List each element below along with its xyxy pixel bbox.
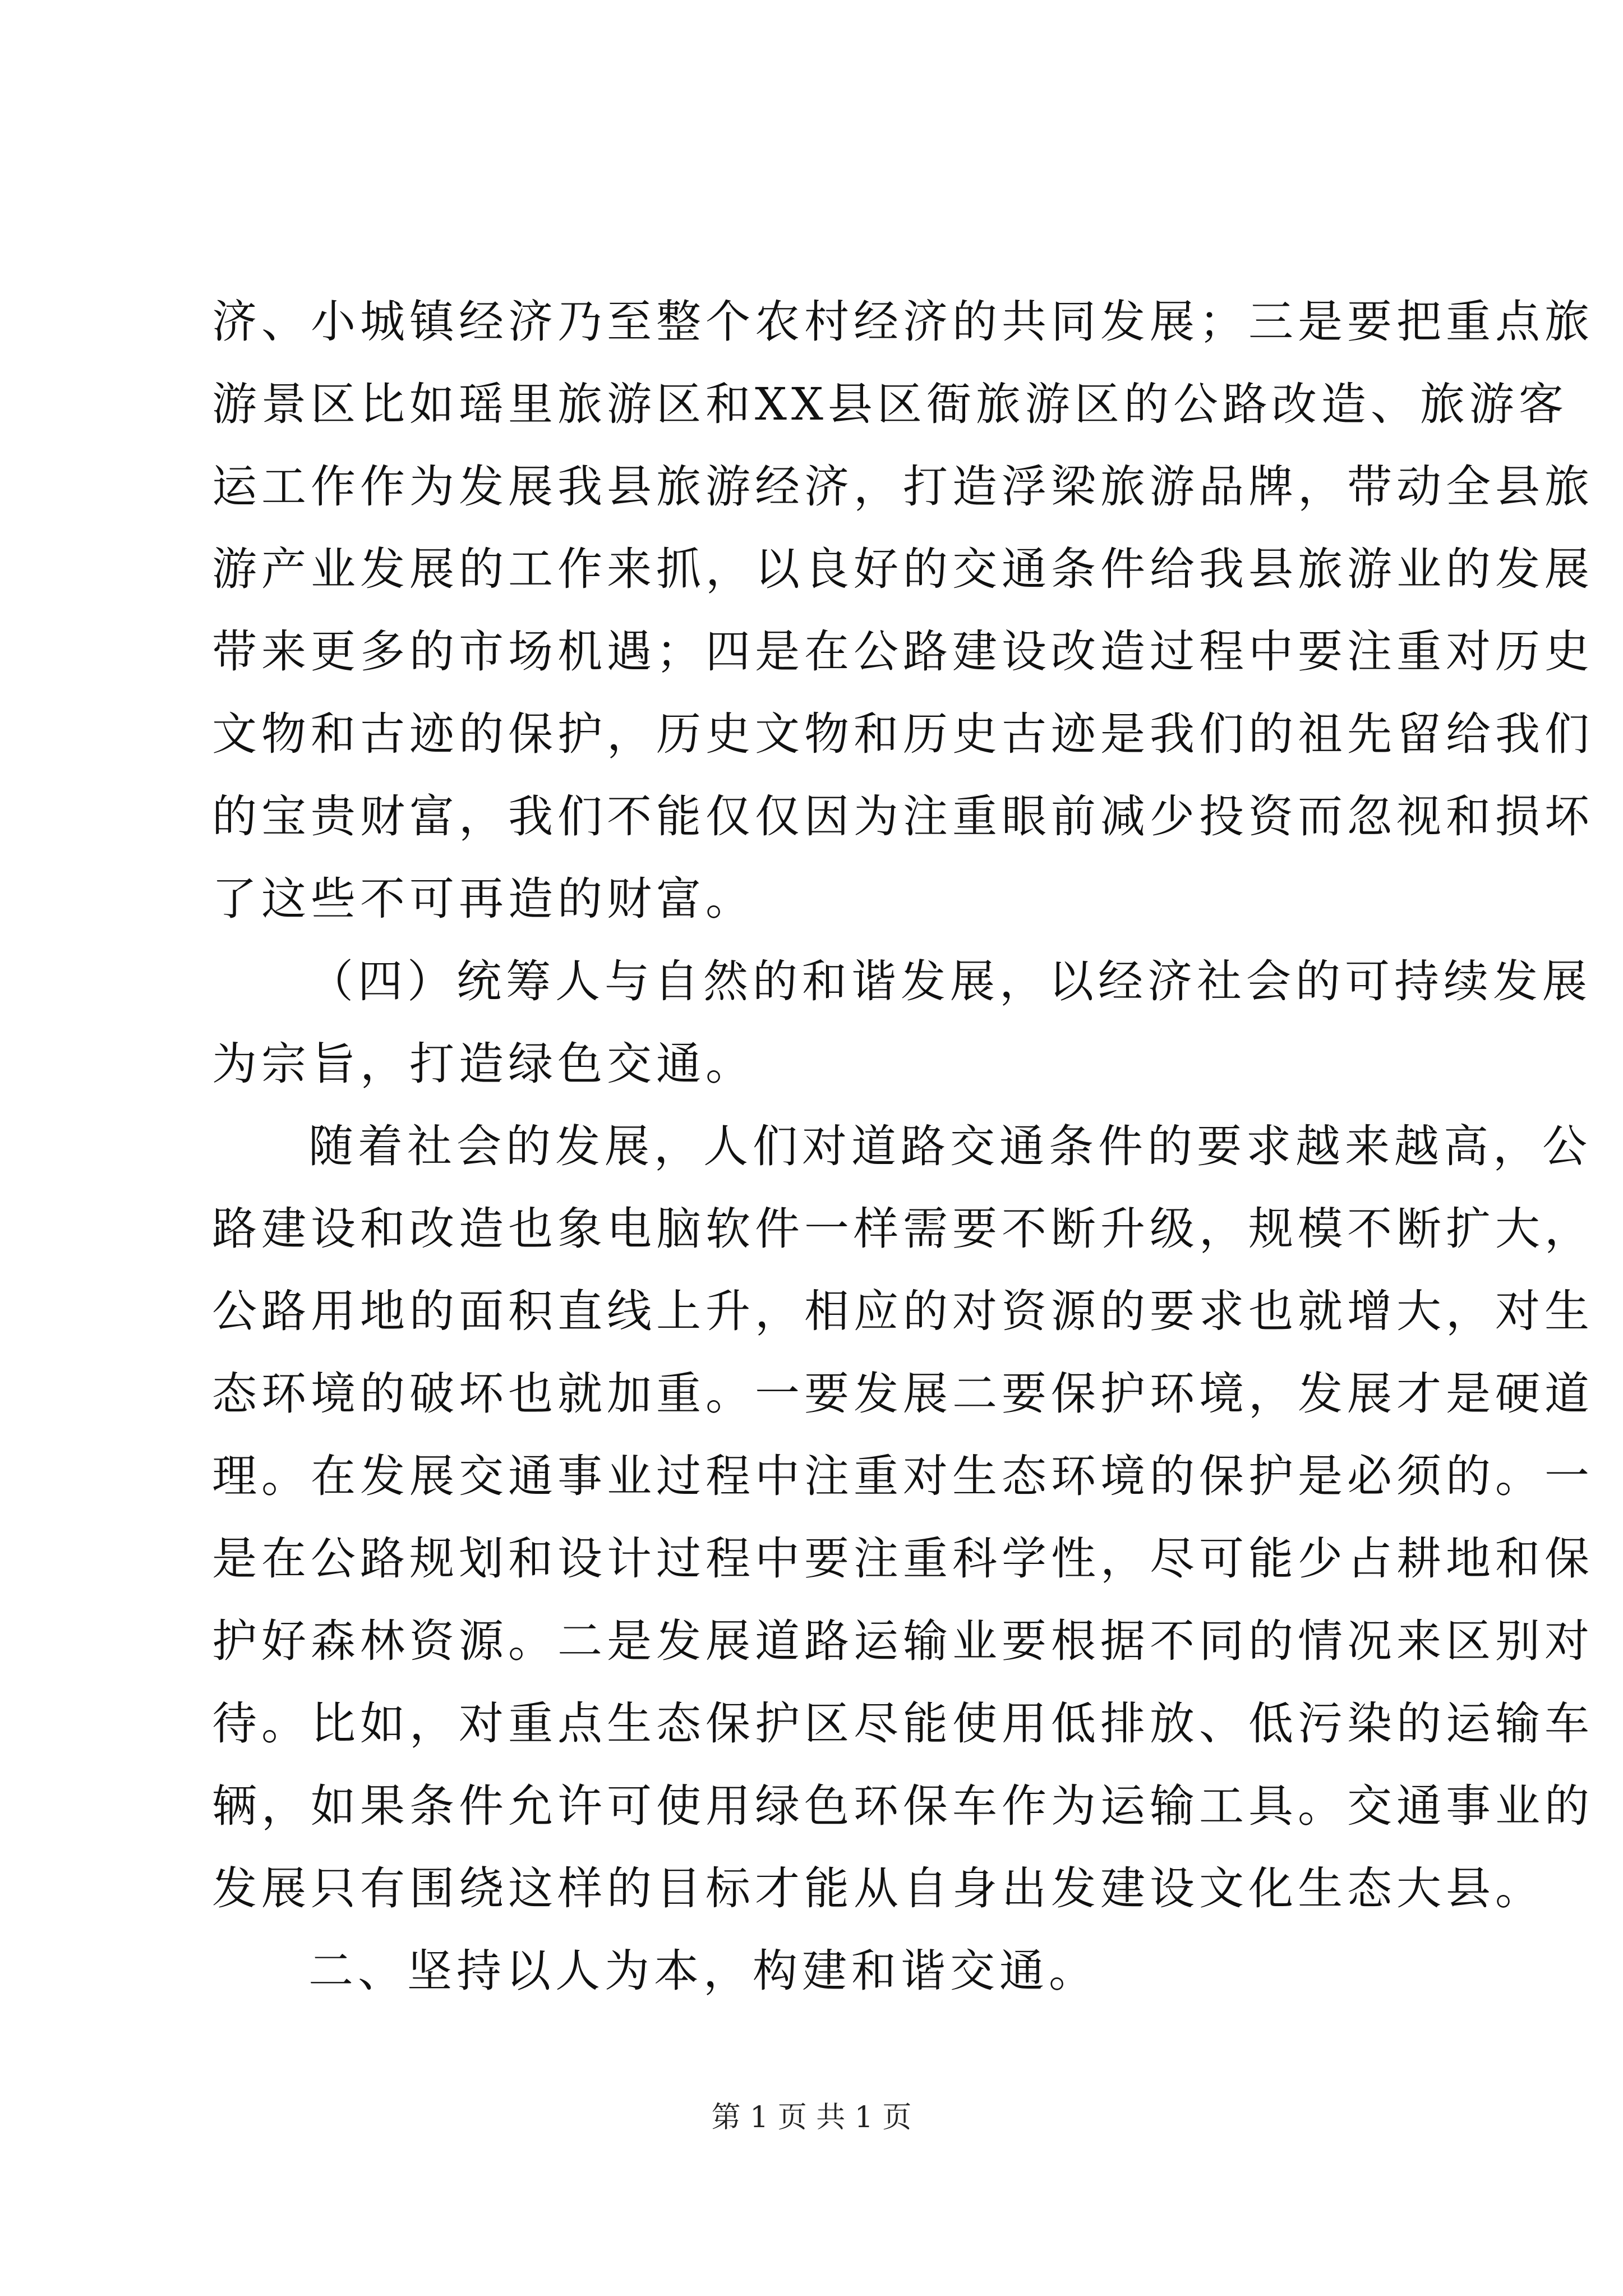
text-line: 游景区比如瑶里旅游区和XX县区衙旅游区的公路改造、旅游客 xyxy=(212,378,1568,430)
text-line: 待。比如，对重点生态保护区尽能使用低排放、低污染的运输车 xyxy=(212,1697,1594,1750)
text-line: 的宝贵财富，我们不能仅仅因为注重眼前减少投资而忽视和损坏 xyxy=(212,790,1594,843)
text-line: 护好森林资源。二是发展道路运输业要根据不同的情况来区别对 xyxy=(212,1615,1594,1667)
text-line: 是在公路规划和设计过程中要注重科学性，尽可能少占耕地和保 xyxy=(212,1533,1594,1585)
text-line: 带来更多的市场机遇；四是在公路建设改造过程中要注重对历史 xyxy=(212,625,1594,678)
paragraph-first-line: 随着社会的发展，人们对道路交通条件的要求越来越高，公 xyxy=(308,1120,1592,1172)
text-line: 了这些不可再造的财富。 xyxy=(212,873,755,925)
document-body xyxy=(212,280,1594,2012)
text-line: 运工作作为发展我县旅游经济，打造浮梁旅游品牌，带动全县旅 xyxy=(212,461,1594,513)
section-heading-line: （四）统筹人与自然的和谐发展，以经济社会的可持续发展 xyxy=(308,955,1592,1007)
text-line: 公路用地的面积直线上升，相应的对资源的要求也就增大，对生 xyxy=(212,1285,1594,1337)
text-line: 理。在发展交通事业过程中注重对生态环境的保护是必须的。一 xyxy=(212,1450,1594,1502)
text-line: 游产业发展的工作来抓，以良好的交通条件给我县旅游业的发展 xyxy=(212,543,1594,595)
text-line: 文物和古迹的保护，历史文物和历史古迹是我们的祖先留给我们 xyxy=(212,708,1594,760)
text-line: 路建设和改造也象电脑软件一样需要不断升级，规模不断扩大， xyxy=(212,1203,1594,1255)
text-line: 发展只有围绕这样的目标才能从自身出发建设文化生态大县。 xyxy=(212,1862,1544,1915)
section-heading-line: 为宗旨，打造绿色交通。 xyxy=(212,1038,755,1090)
section-heading-line: 二、坚持以人为本，构建和谐交通。 xyxy=(308,1945,1098,1997)
text-line: 辆，如果条件允许可使用绿色环保车作为运输工具。交通事业的 xyxy=(212,1780,1594,1832)
text-line: 态环境的破坏也就加重。一要发展二要保护环境，发展才是硬道 xyxy=(212,1368,1594,1420)
page-number-footer: 第 1 页 共 1 页 xyxy=(711,2101,912,2134)
text-line: 济、小城镇经济乃至整个农村经济的共同发展；三是要把重点旅 xyxy=(212,296,1594,348)
